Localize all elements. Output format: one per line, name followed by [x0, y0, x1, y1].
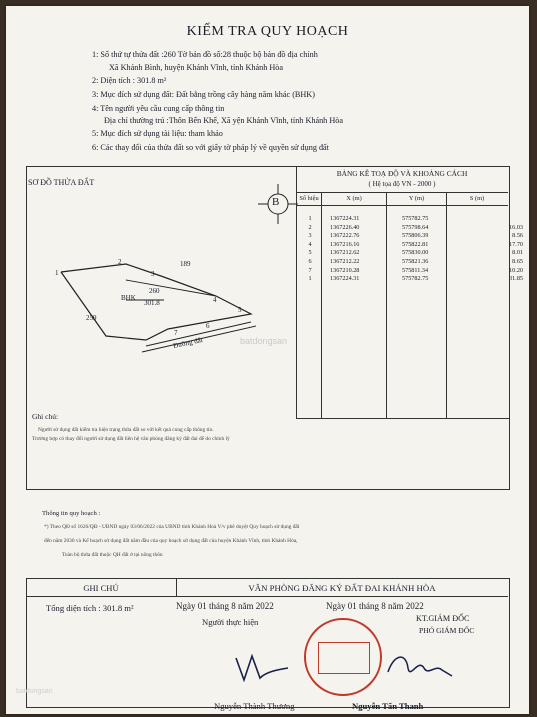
- coord-cell: 575811.34: [402, 266, 429, 274]
- coord-cell: 575782.75: [402, 215, 429, 222]
- coord-cell: 575806.39: [402, 232, 429, 240]
- road-label: Đường đất: [172, 335, 204, 351]
- info-line-4: 4: Tên người yêu cầu cung cấp thông tin: [92, 104, 225, 113]
- neighbor-parcel-259: 259: [86, 314, 97, 322]
- col-header-0: Số hiệu: [299, 195, 319, 202]
- info-line-6: 6: Các thay đổi của thửa đất so với giấy tờ pháp lý về quyền sử dụng đất: [92, 143, 329, 152]
- coord-cell: 1367212.22: [330, 257, 360, 265]
- footer-notes-heading: GHI CHÚ: [83, 583, 119, 593]
- notes-line-1: Người sử dụng đất kiểm tra hiện trạng thửa đất so với kết quả cung cấp thông tin.: [38, 427, 214, 433]
- vertex-label-2: 2: [118, 258, 122, 266]
- compass-letter: B: [272, 196, 280, 208]
- right-date: Ngày 01 tháng 8 năm 2022: [326, 601, 424, 611]
- planning-line-2: đến năm 2030 và Kế hoạch sử dụng đất năm đầu của quy hoạch sử dụng đất của huyện Khánh Vĩnh, tỉnh Khánh Hòa,: [44, 538, 298, 544]
- corner-watermark-text: batdongsan: [16, 688, 53, 695]
- footer-office-name: VĂN PHÒNG ĐĂNG KÝ ĐẤT ĐAI KHÁNH HÒA: [248, 583, 436, 593]
- coord-row: [296, 215, 525, 224]
- coord-cell: 1367224.31: [330, 215, 360, 222]
- coord-cell: 1367226.40: [330, 223, 360, 231]
- coord-cell: 575782.75: [402, 275, 429, 283]
- vertex-label-6: 6: [206, 322, 210, 330]
- office-stamp-icon: [304, 618, 382, 696]
- coord-cell: 8.65: [512, 257, 523, 265]
- vertex-label-3: 3: [151, 270, 155, 278]
- executor-signature-icon: [232, 646, 292, 686]
- coord-cell: 7: [308, 266, 312, 274]
- coord-cell: 5: [308, 249, 312, 257]
- document-page: [6, 6, 529, 714]
- coord-cell: 1367210.28: [330, 266, 360, 274]
- coord-cell: 8.56: [512, 232, 523, 240]
- footer-table: [26, 578, 510, 708]
- planning-title: Thông tin quy hoạch :: [42, 510, 101, 517]
- coord-row: [296, 241, 525, 250]
- parcel-area: 301.8: [144, 299, 160, 307]
- coord-cell: 1367222.76: [330, 232, 360, 240]
- coord-cell: 1367216.16: [330, 240, 360, 248]
- coord-cell: 16.03: [509, 223, 523, 231]
- info-line-1b: Xã Khánh Bình, huyện Khánh Vĩnh, tỉnh Khánh Hòa: [109, 63, 284, 72]
- vertex-label-7: 7: [174, 329, 178, 337]
- vertex-label-1: 1: [55, 269, 59, 277]
- coord-cell: 1367212.62: [330, 249, 360, 257]
- coord-cell: 2: [308, 223, 312, 231]
- executor-name: Nguyễn Thành Thương: [214, 701, 295, 711]
- coord-cell: 1: [308, 275, 312, 283]
- deputy-director-title: PHÓ GIÁM ĐỐC: [419, 626, 475, 635]
- parcel-number: 260: [149, 287, 160, 295]
- coord-row: [296, 232, 525, 241]
- coord-table-subtitle: ( Hệ tọa độ VN - 2000 ): [368, 180, 436, 188]
- planning-line-3: Toàn bộ thửa đất thuộc QH đất ở tại nông thôn: [62, 552, 163, 558]
- coord-cell: 6: [308, 257, 312, 265]
- left-date: Ngày 01 tháng 8 năm 2022: [176, 601, 274, 611]
- coord-table-title: BẢNG KÊ TOẠ ĐỘ VÀ KHOẢNG CÁCH: [336, 169, 468, 178]
- neighbor-parcel-189: 189: [180, 260, 191, 268]
- coord-cell: 31.85: [509, 275, 523, 283]
- info-line-3: 3: Mục đích sử dụng đất: Đất bằng trồng cây hàng năm khác (BHK): [92, 90, 315, 99]
- coord-row: [296, 224, 525, 233]
- coord-cell: 8.01: [512, 249, 523, 257]
- coord-cell: 575821.36: [402, 257, 429, 265]
- col-header-2: Y (m): [408, 195, 425, 202]
- director-title: KT.GIÁM ĐỐC: [416, 614, 470, 623]
- coord-row: [296, 249, 525, 258]
- coord-row: [296, 258, 525, 267]
- notes-line-2: Trường hợp có thay đổi người sử dụng đất liên hệ văn phòng đăng ký đất đai để do chỉnh lý: [32, 436, 230, 442]
- vertex-label-4: 4: [213, 296, 217, 304]
- coord-cell: 575830.00: [402, 249, 429, 257]
- coord-cell: 10.20: [509, 266, 523, 274]
- coord-row: [296, 267, 525, 276]
- parcel-land-code: BHK: [121, 294, 136, 302]
- total-area: Tổng diện tích : 301.8 m²: [46, 603, 134, 613]
- director-signature-icon: [384, 646, 456, 686]
- page-title: KIỂM TRA QUY HOẠCH: [186, 24, 349, 39]
- info-line-1: 1: Số thứ tự thửa đất :260 Tờ bản đồ số:28 thuộc bộ bản đồ địa chính: [92, 50, 318, 59]
- coord-cell: 575798.64: [402, 223, 429, 231]
- info-line-5: 5: Mục đích sử dụng tài liệu: tham khảo: [92, 129, 223, 138]
- info-line-2: 2: Diện tích : 301.8 m²: [92, 76, 167, 85]
- notes-title: Ghi chú:: [32, 412, 59, 421]
- planning-line-1: *) Theo QĐ số 1626/QĐ - UBND ngày 03/06/2022 của UBND tỉnh Khánh Hoà V/v phê duyệt Quy hoạch sử dụng đất: [44, 524, 300, 530]
- coord-cell: 3: [308, 232, 312, 240]
- map-title: SƠ ĐỒ THỬA ĐẤT: [28, 178, 95, 187]
- coord-cell: 575822.81: [402, 240, 429, 248]
- executor-label: Người thực hiện: [202, 617, 259, 627]
- coord-cell: 17.70: [509, 240, 523, 248]
- coord-cell: 1: [308, 215, 312, 222]
- watermark-text: batdongsan: [240, 336, 288, 346]
- coord-cell: 1367224.31: [330, 275, 360, 283]
- col-header-1: X (m): [346, 195, 362, 202]
- coord-table: [296, 215, 525, 284]
- coord-cell: [463, 215, 525, 224]
- vertex-label-5: 5: [238, 306, 242, 314]
- info-line-4b: Địa chỉ thường trú :Thôn Bến Khế, Xã yện Khánh Vĩnh, tỉnh Khánh Hòa: [104, 116, 343, 125]
- col-header-3: S (m): [469, 195, 485, 202]
- coord-row: [296, 275, 525, 284]
- director-name: Nguyễn Tấn Thanh: [352, 701, 424, 711]
- coord-cell: 4: [308, 240, 312, 248]
